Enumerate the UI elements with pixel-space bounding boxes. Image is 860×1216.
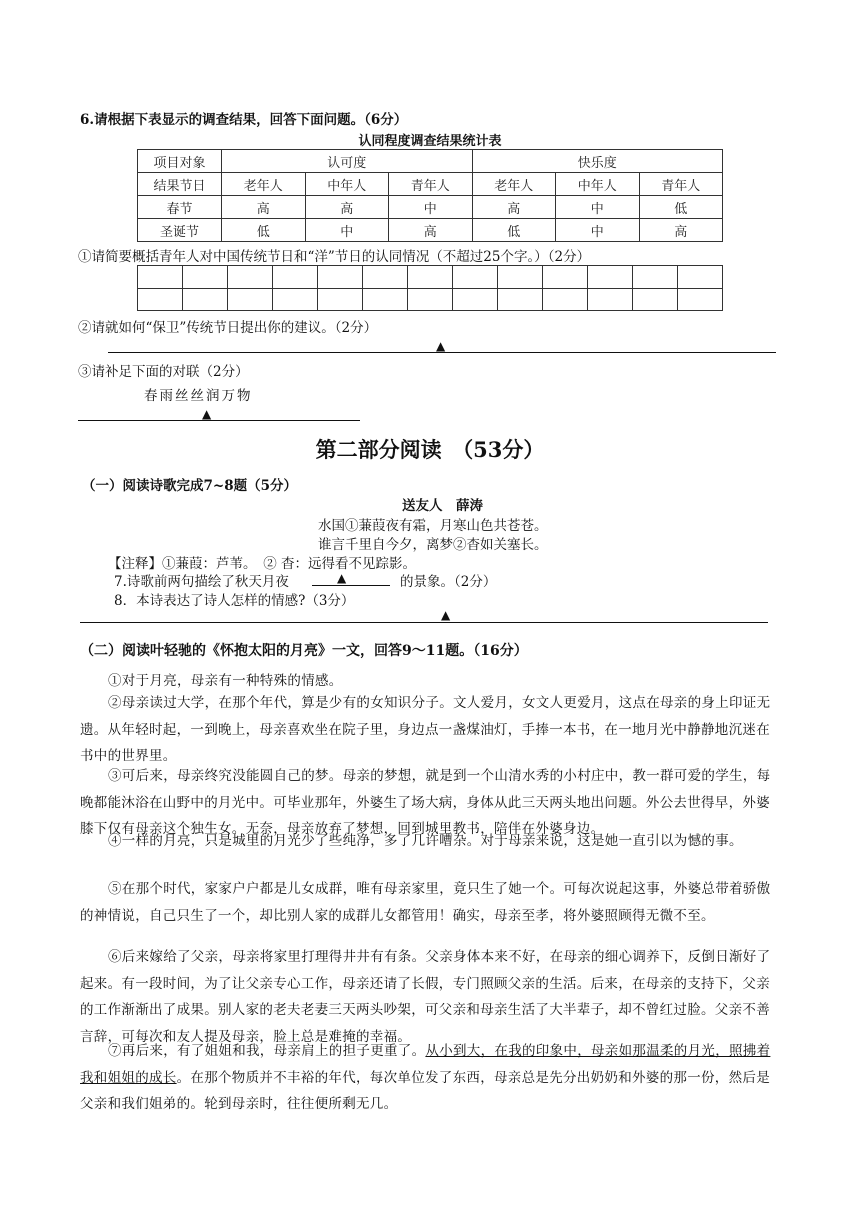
answer-cell[interactable] [408, 266, 453, 289]
underlined-sentence: 从小到大，在我的印象中，母亲如那温柔的月光，照拂着我和姐姐的成长 [80, 1043, 771, 1086]
paragraph-2: ②母亲读过大学，在那个年代，算是少有的女知识分子。文人爱月，女文人更爱月，这点在母亲的身上印证无遗。从年轻时起，一到晚上，母亲喜欢坐在院子里，身边点一盏煤油灯，手捧一本书，在一地月光中静静地沉迷在书中的世界里。 [80, 695, 771, 764]
table-cell: 快乐度 [472, 150, 723, 173]
answer-cell[interactable] [588, 288, 633, 311]
q7-text-before: 7.诗歌前两句描绘了秋天月夜 [114, 574, 289, 590]
poem-title: 送友人 薛涛 [402, 498, 483, 514]
paragraph-7-start: ⑦再后来，有了姐姐和我，母亲肩上的担子更重了。 [108, 1043, 426, 1059]
answer-cell[interactable] [543, 266, 588, 289]
table-cell: 圣诞节 [138, 219, 222, 242]
paragraph-1: ①对于月亮，母亲有一种特殊的情感。 [108, 673, 343, 689]
table-cell: 高 [305, 196, 389, 219]
paragraph-7-end: 。在那个物质并不丰裕的年代，每次单位发了东西，母亲总是先分出奶奶和外婆的那一份，然后是父亲和我们姐弟的。轮到母亲时，往往便所剩无几。 [80, 1069, 771, 1112]
poem-line-2: 谁言千里自今夕，离梦②杳如关塞长。 [318, 537, 548, 553]
table-cell: 老年人 [222, 173, 306, 196]
answer-cell[interactable] [363, 266, 408, 289]
answer-cell[interactable] [318, 288, 363, 311]
table-cell: 高 [222, 196, 306, 219]
answer-cell[interactable] [273, 288, 318, 311]
table-cell: 中年人 [556, 173, 640, 196]
paragraph-3: ③可后来，母亲终究没能圆自己的梦。母亲的梦想，就是到一个山清水秀的小村庄中，教一群可爱的学生，每晚都能沐浴在山野中的月光中。可毕业那年，外婆生了场大病，身体从此三天两头地出问题。外公去世得早，外婆膝下仅有母亲这个独生女。无奈，母亲放弃了梦想，回到城里教书，陪伴在外婆身边。 [80, 768, 771, 837]
paragraph-7 [80, 1038, 780, 1118]
table-cell: 中 [556, 196, 640, 219]
q8-answer-line[interactable] [80, 622, 768, 623]
q6-sub1: ①请简要概括青年人对中国传统节日和“洋”节日的认同情况（不超过25个字。）（2分） [78, 249, 591, 265]
answer-cell[interactable] [543, 288, 588, 311]
blank-marker: ▲ [441, 608, 451, 622]
table-title: 认同程度调查结果统计表 [358, 134, 502, 149]
answer-cell[interactable] [453, 288, 498, 311]
answer-cell[interactable] [678, 288, 723, 311]
table-cell: 高 [639, 219, 723, 242]
answer-cell[interactable] [183, 288, 228, 311]
table-cell: 低 [472, 219, 556, 242]
answer-cell[interactable] [183, 266, 228, 289]
table-cell: 认可度 [222, 150, 473, 173]
q7-answer-line[interactable] [312, 585, 390, 586]
table-cell: 中 [305, 219, 389, 242]
answer-cell[interactable] [273, 266, 318, 289]
q6-stem: 6.请根据下表显示的调查结果，回答下面问题。（6分） [80, 112, 408, 128]
prose-section-heading: （二）阅读叶轻驰的《怀抱太阳的月亮》一文，回答9～11题。（16分） [80, 643, 528, 659]
table-cell: 高 [472, 196, 556, 219]
part2-title: 第二部分阅读 （53分） [315, 437, 545, 462]
table-cell: 中 [556, 219, 640, 242]
blank-marker: ▲ [202, 407, 212, 421]
poem-line-1: 水国①蒹葭夜有霜，月寒山色共苍苍。 [318, 518, 548, 534]
answer-cell[interactable] [678, 266, 723, 289]
table-row [138, 219, 723, 242]
q6-sub3: ③请补足下面的对联（2分） [78, 364, 249, 380]
answer-cell[interactable] [228, 266, 273, 289]
poem-note: 【注释】①蒹葭：芦苇。 ② 杳：远得看不见踪影。 [108, 556, 417, 572]
answer-cell[interactable] [588, 266, 633, 289]
table-cell: 青年人 [639, 173, 723, 196]
blank-marker: ▲ [436, 339, 446, 353]
answer-cell[interactable] [228, 288, 273, 311]
answer-cell[interactable] [498, 266, 543, 289]
table-cell: 结果节日 [138, 173, 222, 196]
paragraph-6: ⑥后来嫁给了父亲，母亲将家里打理得井井有有条。父亲身体本来不好，在母亲的细心调养下，反倒日渐好了起来。有一段时间，为了让父亲专心工作，母亲还请了长假，专门照顾父亲的生活。后来，在母亲的支持下，父亲的工作渐渐出了成果。别人家的老夫老妻三天两头吵架，可父亲和母亲生活了大半辈子，却不曾红过脸。父亲不善言辞，可每次和友人提及母亲，脸上总是难掩的幸福。 [80, 949, 771, 1045]
table-cell: 高 [389, 219, 473, 242]
table-cell: 中 [389, 196, 473, 219]
table-cell: 老年人 [472, 173, 556, 196]
couplet-answer-line[interactable] [78, 420, 360, 421]
answer-cell[interactable] [138, 288, 183, 311]
paragraph-5: ⑤在那个时代，家家户户都是儿女成群，唯有母亲家里，竟只生了她一个。可每次说起这事，外婆总带着骄傲的神情说，自己只生了一个，却比别人家的成群儿女都管用！确实，母亲至孝，将外婆照顾得无微不至。 [80, 881, 771, 924]
answer-cell[interactable] [318, 266, 363, 289]
table-row [138, 196, 723, 219]
answer-cell[interactable] [408, 288, 453, 311]
poem-section-heading: （一）阅读诗歌完成7~8题（5分） [82, 478, 297, 494]
table-cell: 中年人 [305, 173, 389, 196]
blank-marker: ▲ [337, 571, 347, 585]
q7-text-after: 的景象。（2分） [400, 574, 497, 590]
table-header-row-2 [138, 173, 723, 196]
answer-cell[interactable] [453, 266, 498, 289]
survey-table [137, 149, 723, 242]
answer-cell[interactable] [363, 288, 408, 311]
table-cell: 青年人 [389, 173, 473, 196]
answer-cell[interactable] [498, 288, 543, 311]
table-header-row-1 [138, 150, 723, 173]
answer-cell[interactable] [633, 288, 678, 311]
q8-text: 8．本诗表达了诗人怎样的情感?（3分） [114, 593, 355, 609]
table-cell: 低 [222, 219, 306, 242]
couplet-line: 春雨丝丝润万物 [144, 388, 253, 404]
answer-cell[interactable] [633, 266, 678, 289]
table-cell: 低 [639, 196, 723, 219]
table-cell: 项目对象 [138, 150, 222, 173]
paragraph-4: ④一样的月亮，只是城里的月光少了些纯净，多了几许嘈杂。对于母亲来说，这是她一直引以为憾的事。 [108, 833, 743, 849]
q6-sub2: ②请就如何“保卫”传统节日提出你的建议。（2分） [78, 320, 378, 336]
answer-cell[interactable] [138, 266, 183, 289]
answer-grid[interactable] [137, 265, 723, 311]
table-cell: 春节 [138, 196, 222, 219]
